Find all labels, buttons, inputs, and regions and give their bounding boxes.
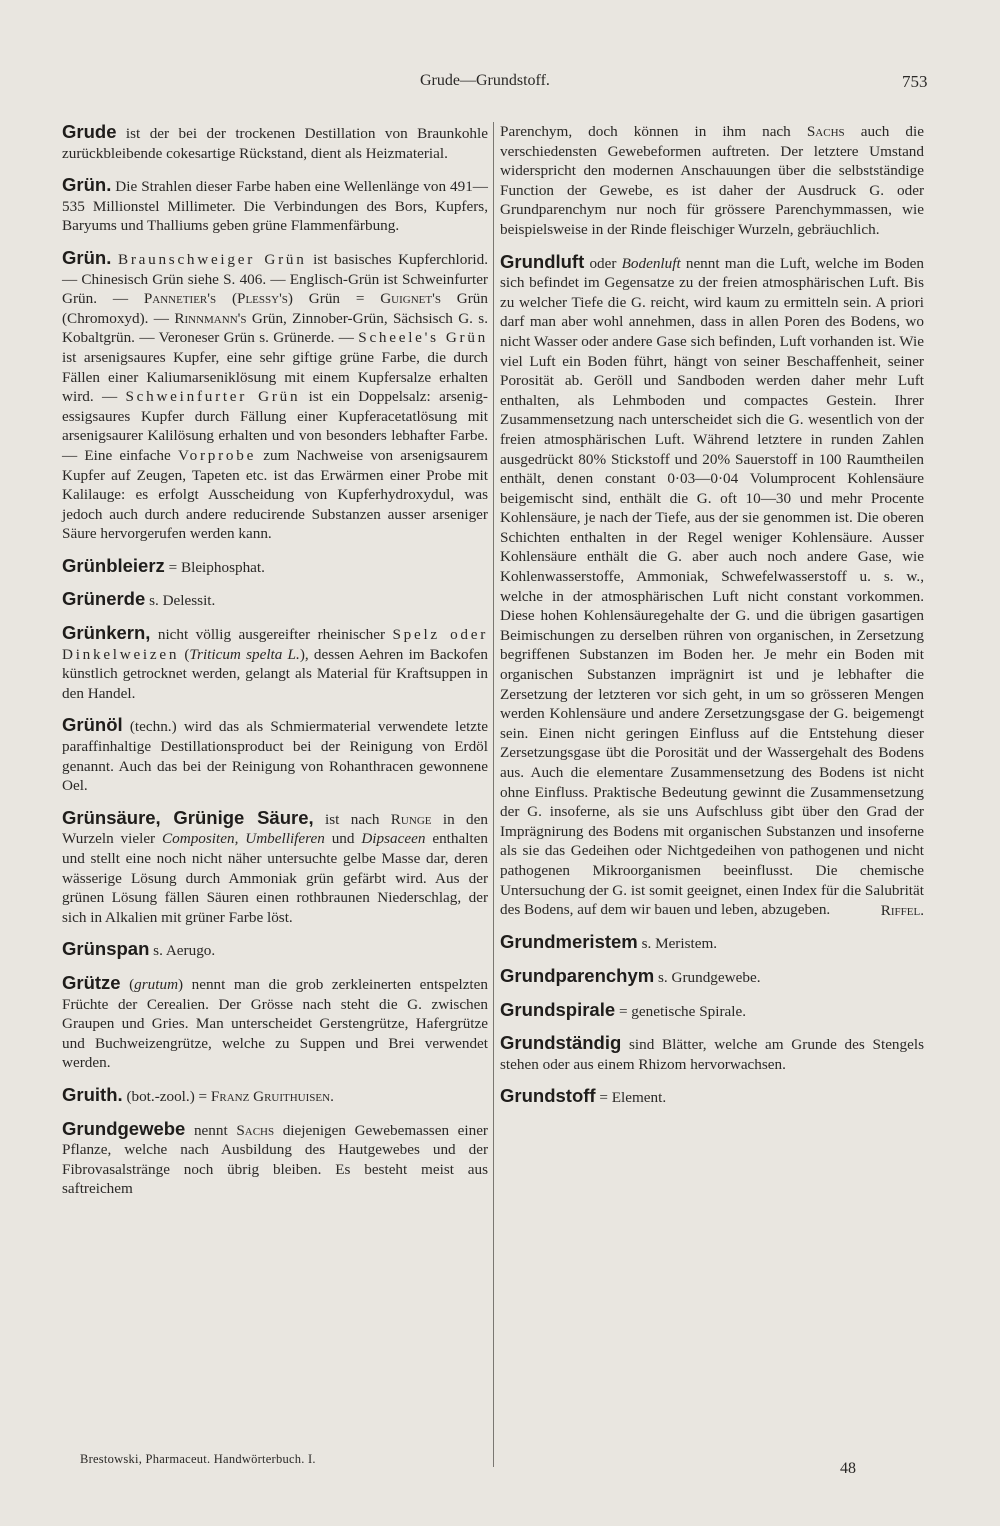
entry-text xyxy=(111,251,118,268)
entry-gruetze xyxy=(62,973,488,1073)
entry-text: sind Blätter, welche am Grunde des Stengels stehen oder aus einem Rhizom hervorwachsen. xyxy=(500,1036,924,1073)
entry-text: nicht völlig ausgereifter rheinischer xyxy=(150,626,393,644)
headword: Grünöl xyxy=(62,714,123,736)
entry-text: ist der bei der trockenen Destillation von Braunkohle zurückbleibende cokesartige Rückstand, dient als Heizmaterial. xyxy=(62,125,488,162)
entry-text: diejenigen Gewebemassen einer Pflanze, welche nach Ausbildung des Hautgewebes und der Fibrovasalstränge noch übrig bleiben. Es besteht meist aus saftreichem xyxy=(62,1121,488,1198)
entry-gruen-2 xyxy=(62,248,488,544)
author-signature: Riffel. xyxy=(880,901,924,919)
headword: Grünkern, xyxy=(62,622,151,644)
latin-name: Compositen, Umbelliferen xyxy=(162,830,325,848)
entry-text: s. Grundgewebe. xyxy=(654,968,761,986)
headword: Grundmeristem xyxy=(500,931,638,953)
column-rule xyxy=(493,122,494,1467)
entry-text: Grün (Chromoxyd). — xyxy=(62,290,488,327)
spaced-term: Braunschweiger Grün xyxy=(118,250,307,268)
latin-name: Triticum spelta L. xyxy=(189,645,300,663)
entry-gruensaeure xyxy=(62,808,488,928)
headword: Grünsäure, Grünige Säure, xyxy=(62,806,314,828)
left-column xyxy=(62,122,488,1211)
spaced-term: Vorprobe xyxy=(177,446,257,464)
entry-text: = genetische Spirale. xyxy=(615,1002,747,1020)
entry-grundmeristem xyxy=(500,932,924,954)
entry-text: ist basisches Kupferchlorid. — Chinesisch Grün siehe S. 406. — Englisch-Grün ist Schweinfurter Grün. — xyxy=(62,250,489,308)
headword: Grundgewebe xyxy=(62,1117,186,1139)
entry-text: s. Aerugo. xyxy=(149,942,216,960)
entry-text: zum Nachweise von arsenigsaurem Kupfer auf Zeugen, Tapeten etc. ist das Erwärmen einer Probe mit Kalilauge: es erfolgt Ausscheidung von Kupferhydroxydul, was jedoch auch durch andere reducirende Substanzen ausser arseniger Säure hervorgerufen werden kann. xyxy=(62,446,488,543)
entry-grundparenchym xyxy=(500,966,924,988)
spaced-term: Scheele's Grün xyxy=(358,329,488,347)
running-head: Grude—Grundstoff. xyxy=(420,72,550,89)
entry-text: nennt man die Luft, welche im Boden sich befindet im Gegensatze zu der freien atmosphärischen Luft. Bis zu welcher Tiefe die G. reicht, wird kaum zu ermitteln sein. A priori darf man aber wohl annehmen, dass in allen Poren des Bodens, wo nicht Wasser oder andere Gase sich befinden, Luft vorhanden ist. Wie viel Luft ein Boden führt, hängt von seiner Beschaffenheit, seiner Porosität ab. Geröll und Sandboden werden daher mehr Luft enthalten, als Lehmboden und compactes Gestein. Ihrer Zusammensetzung nach unterscheidet sich die G. wesentlich von der freien atmosphärischen Luft. Während letztere in runden Zahlen ausgedrückt 80% Stickstoff und 20% Sauerstoff in 100 Raumtheilen enthält, denen constant 0·03—0·04 Volumprocent Kohlensäure beigemischt sind, enthält die G. oft 10—30 und mehr Procente Kohlensäure, je nach der Tiefe, aus der sie genommen ist. Die oberen Schichten enthalten in der Regel weniger Kohlensäure. Ausser Kohlensäure enthält die G. aber auch noch andere Gase, wie Kohlenwasserstoffe, Ammoniak, Schwefelwasserstoff u. s. w., welche in der atmosphärischen Luft nicht constant vorkommen. Diese hohen Kohlensäuregehalte der G. und die übrigen gasartigen Beimischungen zu derselben rühren von organischen, in Zersetzung begriffenen Substanzen im Boden her. Je mehr ein Boden mit organischen Substanzen imprägnirt ist und je lebhafter die Zersetzung der letzteren vor sich geht, in um so grösseren Mengen werden Kohlensäure und andere Zersetzungsgase der G. beigemengt sein. Einen nicht geringen Einfluss auf die Entstehung dieser Zersetzungsgase übt die Porosität und der Wassergehalt des Bodens aus. Auch die elementare Zusammensetzung des Bodens ist nicht ohne Einfluss. Praktische Bedeutung gewinnt die Zusammensetzung der G. insoferne, als sie uns Aufschluss gibt über den Grad der Imprägnirung des Bodens mit organischen Substanzen und insoferne als sie das Gedeihen oder Nichtgedeihen von pathogenen und nicht pathogenen Mikroorganismen beeinflusst. Die chemische Untersuchung der G. ist somit geeignet, einen Index für die Salubrität des Bodens, auf dem wir bauen und leben, abzugeben. xyxy=(500,254,924,919)
entry-text: ( xyxy=(120,975,135,993)
headword: Grünbleierz xyxy=(62,554,165,576)
entry-grundgewebe-continued xyxy=(500,122,924,240)
sheet-signature-mark: 48 xyxy=(840,1460,856,1477)
page-number: 753 xyxy=(902,72,928,91)
entry-text: s. Meristem. xyxy=(637,935,718,953)
entry-text: s. Delessit. xyxy=(145,592,216,610)
entry-grundstaendig xyxy=(500,1033,924,1074)
headword: Grundluft xyxy=(500,250,585,272)
entry-text: auch die verschiedensten Gewebeformen auftreten. Der letztere Umstand widerspricht den modernen Anschauungen über die selbstständige Function der Gewebe, es ist daher der Ausdruck G. oder Grundparenchym nur noch für grössere Parenchymmassen, wie beispielsweise in der Rinde fleischiger Wurzeln, gebräuchlich. xyxy=(500,123,924,238)
entry-text: in den Wurzeln vieler xyxy=(62,810,488,848)
entry-grundluft xyxy=(500,252,924,921)
entry-text: ) Grün = xyxy=(287,290,381,308)
entry-text: ist ein Doppelsalz: arsenig-essigsaures Kupfer durch Fällung einer Kupferacetatlösung mit arsenigsaurer Kalilösung erhalten und von besonders lebhafter Farbe. — Eine einfache xyxy=(62,388,488,464)
entry-text: ist arsenigsaures Kupfer, eine sehr giftige grüne Farbe, die durch Fällen einer Kaliumarseniklösung mit einem Kupfersalze erhalten wird. — xyxy=(62,348,488,406)
page-footer: Brestowski, Pharmaceut. Handwörterbuch. I. xyxy=(80,1452,316,1466)
entry-text: = Element. xyxy=(595,1089,667,1107)
entry-gruen-1 xyxy=(62,175,488,236)
author-name: Guignet's xyxy=(380,290,441,308)
entry-gruenbleierz xyxy=(62,556,488,578)
headword: Grude xyxy=(62,121,117,142)
headword: Grundständig xyxy=(500,1032,622,1054)
entry-text: enthalten und stellt eine noch nicht näher untersuchte gelbe Masse dar, deren wässerige Lösung durch Ammoniak grün gefärbt wird. Aus der grünen Lösung fällen Säuren einen rothbraunen Niederschlag, der sich in Alkalien mit grüner Farbe löst. xyxy=(62,830,488,926)
headword: Gruith. xyxy=(62,1083,123,1105)
spaced-term: Schweinfurter Grün xyxy=(125,388,301,406)
headword: Grundspirale xyxy=(500,998,616,1020)
entry-text: oder xyxy=(584,254,622,272)
entry-gruith xyxy=(62,1085,488,1107)
entry-grundstoff xyxy=(500,1086,924,1108)
entry-text: (techn.) wird das als Schmiermaterial verwendete letzte paraffinhaltige Destillationsproduct bei der Reinigung von Erdöl genannt. Auch das bei der Reinigung von Rohanthracen gewonnene Oel. xyxy=(62,718,488,795)
entry-gruenspan xyxy=(62,939,488,961)
headword: Grundstoff xyxy=(500,1085,596,1107)
entry-text: Parenchym, doch können in ihm nach xyxy=(500,123,807,140)
entry-text: Grün, Zinnober-Grün, Sächsisch G. s. Kobaltgrün. — Veroneser Grün s. Grünerde. — xyxy=(62,309,488,347)
entry-text: (bot.-zool.) = xyxy=(122,1087,211,1105)
entry-text: ) nennt man die grob zerkleinerten entspelzten Früchte der Cerealien. Der Grösse nach steht die G. zwischen Graupen und Gries. Man unterscheidet Gerstengrütze, Hafergrütze und Buchweizengrütze, welche zu Suppen und Brei verwendet werden. xyxy=(62,975,488,1072)
author-name: Sachs xyxy=(806,123,845,140)
headword: Grünerde xyxy=(62,588,146,610)
author-name: Pannetier's xyxy=(143,290,217,308)
headword: Grün. xyxy=(62,174,112,196)
entry-text: ), dessen Aehren im Backofen künstlich getrocknet werden, gelangt als Material für Kraftsuppen in den Handel. xyxy=(62,645,488,702)
author-name: Plessy's xyxy=(237,290,288,308)
latin-name: Dipsaceen xyxy=(361,830,426,848)
headword: Grütze xyxy=(62,971,121,993)
entry-text: und xyxy=(324,830,362,848)
entry-grundspirale xyxy=(500,1000,924,1022)
entry-text: = Bleiphosphat. xyxy=(164,558,265,576)
headword: Grün. xyxy=(62,246,112,268)
entry-text: Die Strahlen dieser Farbe haben eine Wellenlänge von 491—535 Millionstel Millimeter. Die Verbindungen des Bors, Kupfers, Baryums und Thalliums geben grüne Flammenfärbung. xyxy=(62,178,488,235)
entry-gruenoel xyxy=(62,715,488,795)
entry-gruenkern xyxy=(62,623,488,703)
latin-name: grutum xyxy=(134,975,179,993)
spaced-term: Spelz oder Dinkelweizen xyxy=(62,626,488,663)
entry-gruenerde xyxy=(62,589,488,611)
author-name: Rinnmann's xyxy=(174,309,247,327)
author-name: Runge xyxy=(390,810,432,828)
headword: Grundparenchym xyxy=(500,964,655,986)
entry-grundgewebe xyxy=(62,1119,488,1199)
right-column xyxy=(500,122,924,1120)
entry-text: nennt xyxy=(185,1121,237,1139)
entry-text: ( xyxy=(216,290,237,308)
italic-term: Bodenluft xyxy=(621,254,681,272)
headword: Grünspan xyxy=(62,938,150,960)
entry-text: ist nach xyxy=(313,810,391,828)
author-name: Franz Gruithuisen. xyxy=(210,1087,334,1105)
entry-text: ( xyxy=(179,645,190,663)
entry-grude xyxy=(62,122,488,163)
author-name: Sachs xyxy=(236,1121,275,1139)
